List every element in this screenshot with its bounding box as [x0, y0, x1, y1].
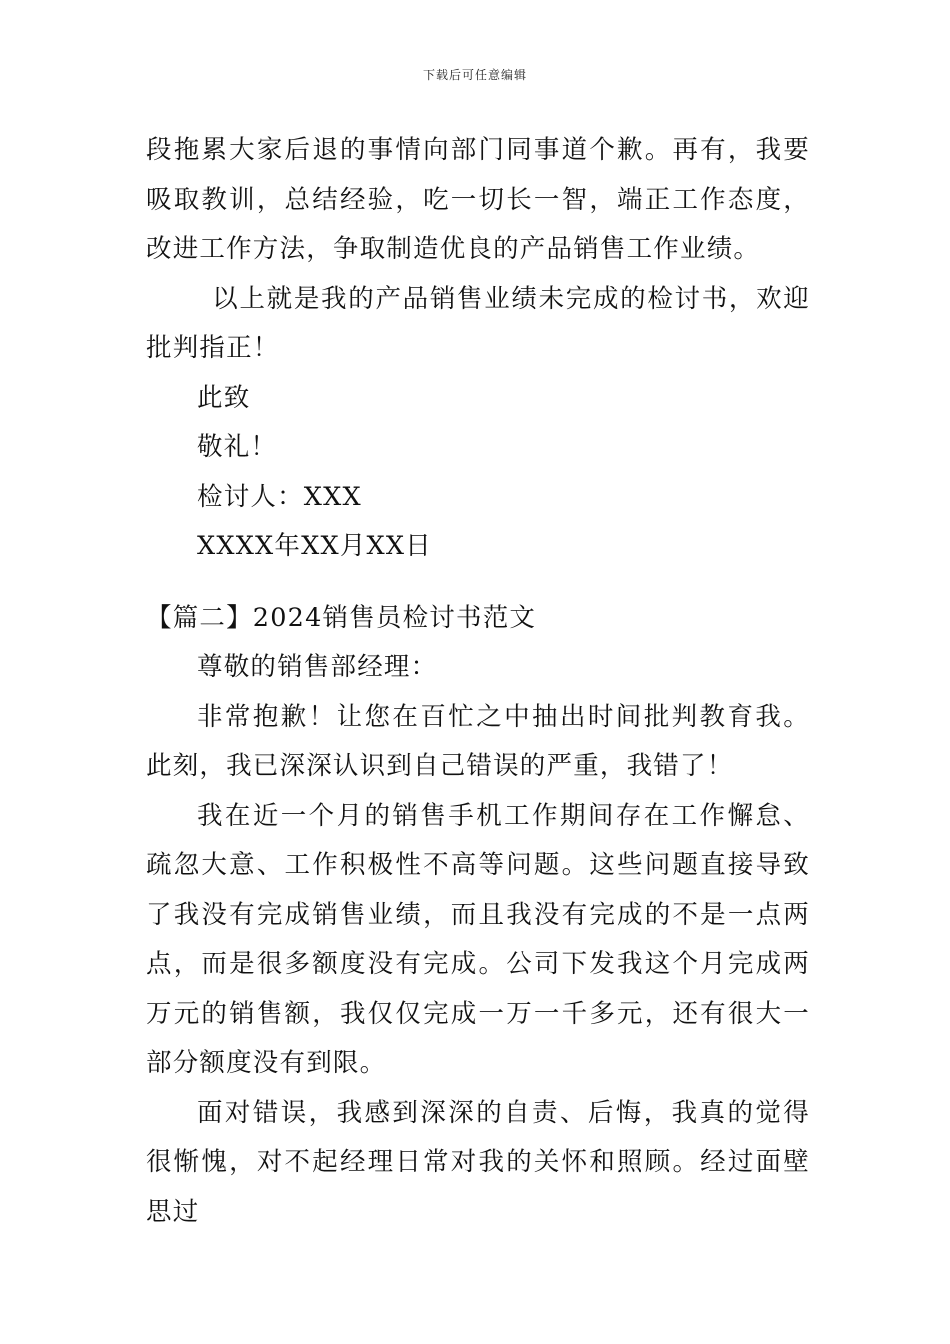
paragraph-conclusion: 以上就是我的产品销售业绩未完成的检讨书，欢迎批判指正！ [146, 283, 810, 363]
signer-line: 检讨人：XXX [197, 481, 362, 512]
closing-line-1: 此致 [197, 382, 251, 413]
paragraph-continuation: 段拖累大家后退的事情向部门同事道个歉。再有，我要吸取教训，总结经验，吃一切长一智，端正工作态度，改进工作方法，争取制造优良的产品销售工作业绩。 [146, 135, 810, 264]
date-line: XXXX年XX月XX日 [197, 531, 432, 561]
closing-line-2: 敬礼！ [197, 432, 278, 462]
section-title: 【篇二】2024销售员检讨书范文 [146, 602, 537, 633]
paragraph-problems: 我在近一个月的销售手机工作期间存在工作懈怠、疏忽大意、工作积极性不高等问题。这些问题直接导致了我没有完成销售业绩，而且我没有完成的不是一点两点，而是很多额度没有完成。公司下发我这个月完成两万元的销售额，我仅仅完成一万一千多元，还有很大一部分额度没有到限。 [146, 800, 810, 1078]
paragraph-apology: 非常抱歉！让您在百忙之中抽出时间批判教育我。此刻，我已深深认识到自己错误的严重，我错了！ [146, 701, 810, 781]
document-body [146, 126, 810, 1237]
paragraph-reflection: 面对错误，我感到深深的自责、后悔，我真的觉得很惭愧，对不起经理日常对我的关怀和照顾。经过面壁思过 [146, 1097, 810, 1227]
page-header-note: 下载后可任意编辑 [422, 68, 527, 82]
salutation: 尊敬的销售部经理： [197, 652, 438, 682]
